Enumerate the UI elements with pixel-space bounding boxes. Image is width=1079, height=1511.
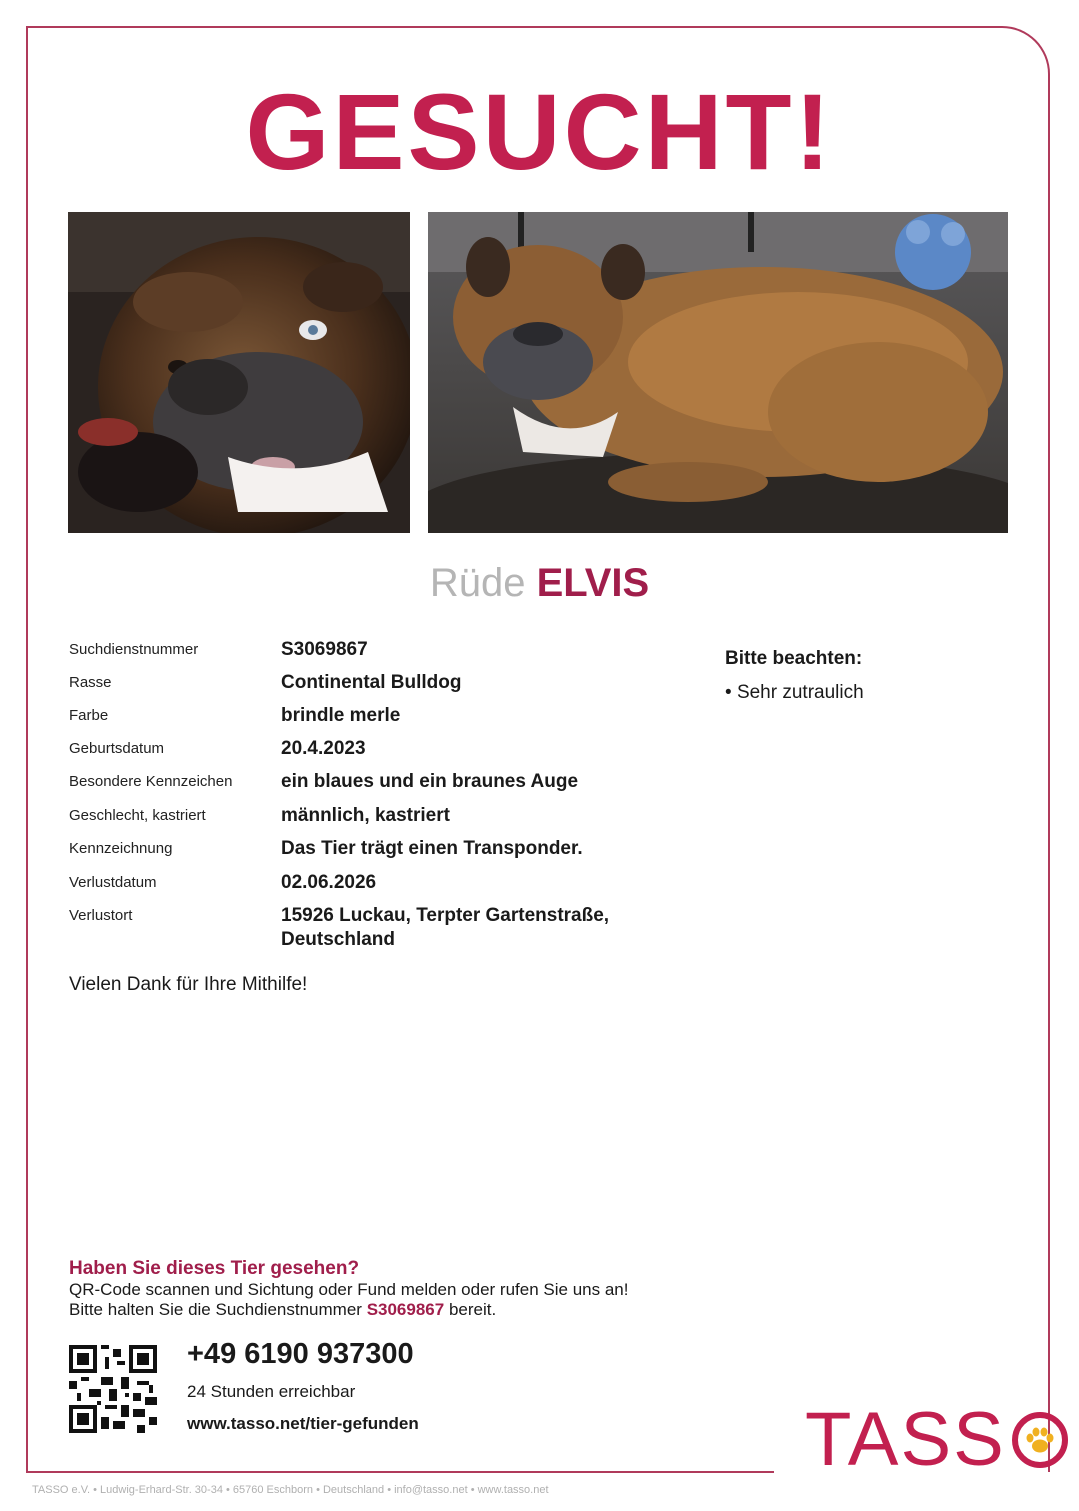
contact-website-link[interactable]: www.tasso.net/tier-gefunden [187, 1414, 419, 1433]
detail-row [69, 904, 689, 960]
pet-sex: Rüde [429, 561, 526, 605]
detail-value: brindle merle [281, 705, 401, 726]
notes-list [725, 682, 1025, 704]
detail-label: Rasse [69, 674, 112, 691]
detail-row [69, 704, 689, 737]
contact-availability: 24 Stunden erreichbar [187, 1382, 356, 1401]
notes-heading: Bitte beachten: [725, 648, 863, 669]
dog-photo-closeup [68, 212, 410, 533]
qr-code[interactable] [69, 1345, 157, 1433]
notes-item: • Sehr zutraulich [725, 682, 1025, 704]
detail-label: Suchdienstnummer [69, 641, 199, 658]
reference-text-before: Bitte halten Sie die Suchdienstnummer [69, 1300, 362, 1319]
detail-label: Verlustdatum [69, 874, 157, 891]
frame-bottom-line [26, 1471, 774, 1473]
detail-label: Geburtsdatum [69, 740, 165, 757]
detail-label: Besondere Kennzeichen [69, 773, 233, 790]
detail-label: Farbe [69, 707, 109, 724]
tasso-logo [805, 1397, 1070, 1482]
detail-label: Kennzeichnung [69, 840, 173, 857]
dog-photo-lying [428, 212, 1008, 533]
detail-row [69, 671, 689, 704]
notes-section [725, 648, 1025, 704]
reference-number: S3069867 [366, 1300, 445, 1319]
detail-value: Continental Bulldog [281, 672, 462, 693]
detail-value: 20.4.2023 [281, 738, 366, 759]
thanks-text: Vielen Dank für Ihre Mithilfe! [69, 974, 308, 995]
detail-label: Verlustort [69, 907, 133, 924]
detail-value: Das Tier trägt einen Transponder. [281, 838, 583, 859]
detail-value: männlich, kastriert [281, 805, 450, 826]
detail-row [69, 871, 689, 904]
pet-name: ELVIS [536, 561, 650, 605]
paw-icon [1010, 1410, 1070, 1470]
contact-phone[interactable]: +49 6190 937300 [187, 1338, 414, 1370]
detail-value: 15926 Luckau, Terpter Gartenstraße, Deutschland [281, 905, 610, 950]
sighting-instruction: QR-Code scannen und Sichtung oder Fund melden oder rufen Sie uns an! [69, 1280, 629, 1299]
detail-value: 02.06.2026 [281, 872, 377, 893]
poster-title: GESUCHT! [245, 71, 834, 192]
detail-row [69, 804, 689, 837]
sighting-question: Haben Sie dieses Tier gesehen? [69, 1258, 360, 1279]
pet-heading [0, 563, 1079, 603]
detail-row [69, 638, 689, 671]
sighting-reference [69, 1300, 769, 1320]
detail-value: S3069867 [281, 639, 368, 660]
detail-row [69, 837, 689, 871]
sighting-callout [69, 1258, 769, 1320]
footer-address: TASSO e.V. • Ludwig-Erhard-Str. 30-34 • 65760 Eschborn • Deutschland • info@tasso.net • www.tasso.net [32, 1484, 549, 1496]
detail-label: Geschlecht, kastriert [69, 807, 206, 824]
detail-row [69, 770, 689, 804]
details-table [69, 638, 689, 960]
logo-wordmark: TASS [805, 1397, 1006, 1482]
detail-row [69, 737, 689, 770]
reference-text-after: bereit. [448, 1300, 497, 1319]
detail-value: ein blaues und ein braunes Auge [281, 771, 579, 792]
